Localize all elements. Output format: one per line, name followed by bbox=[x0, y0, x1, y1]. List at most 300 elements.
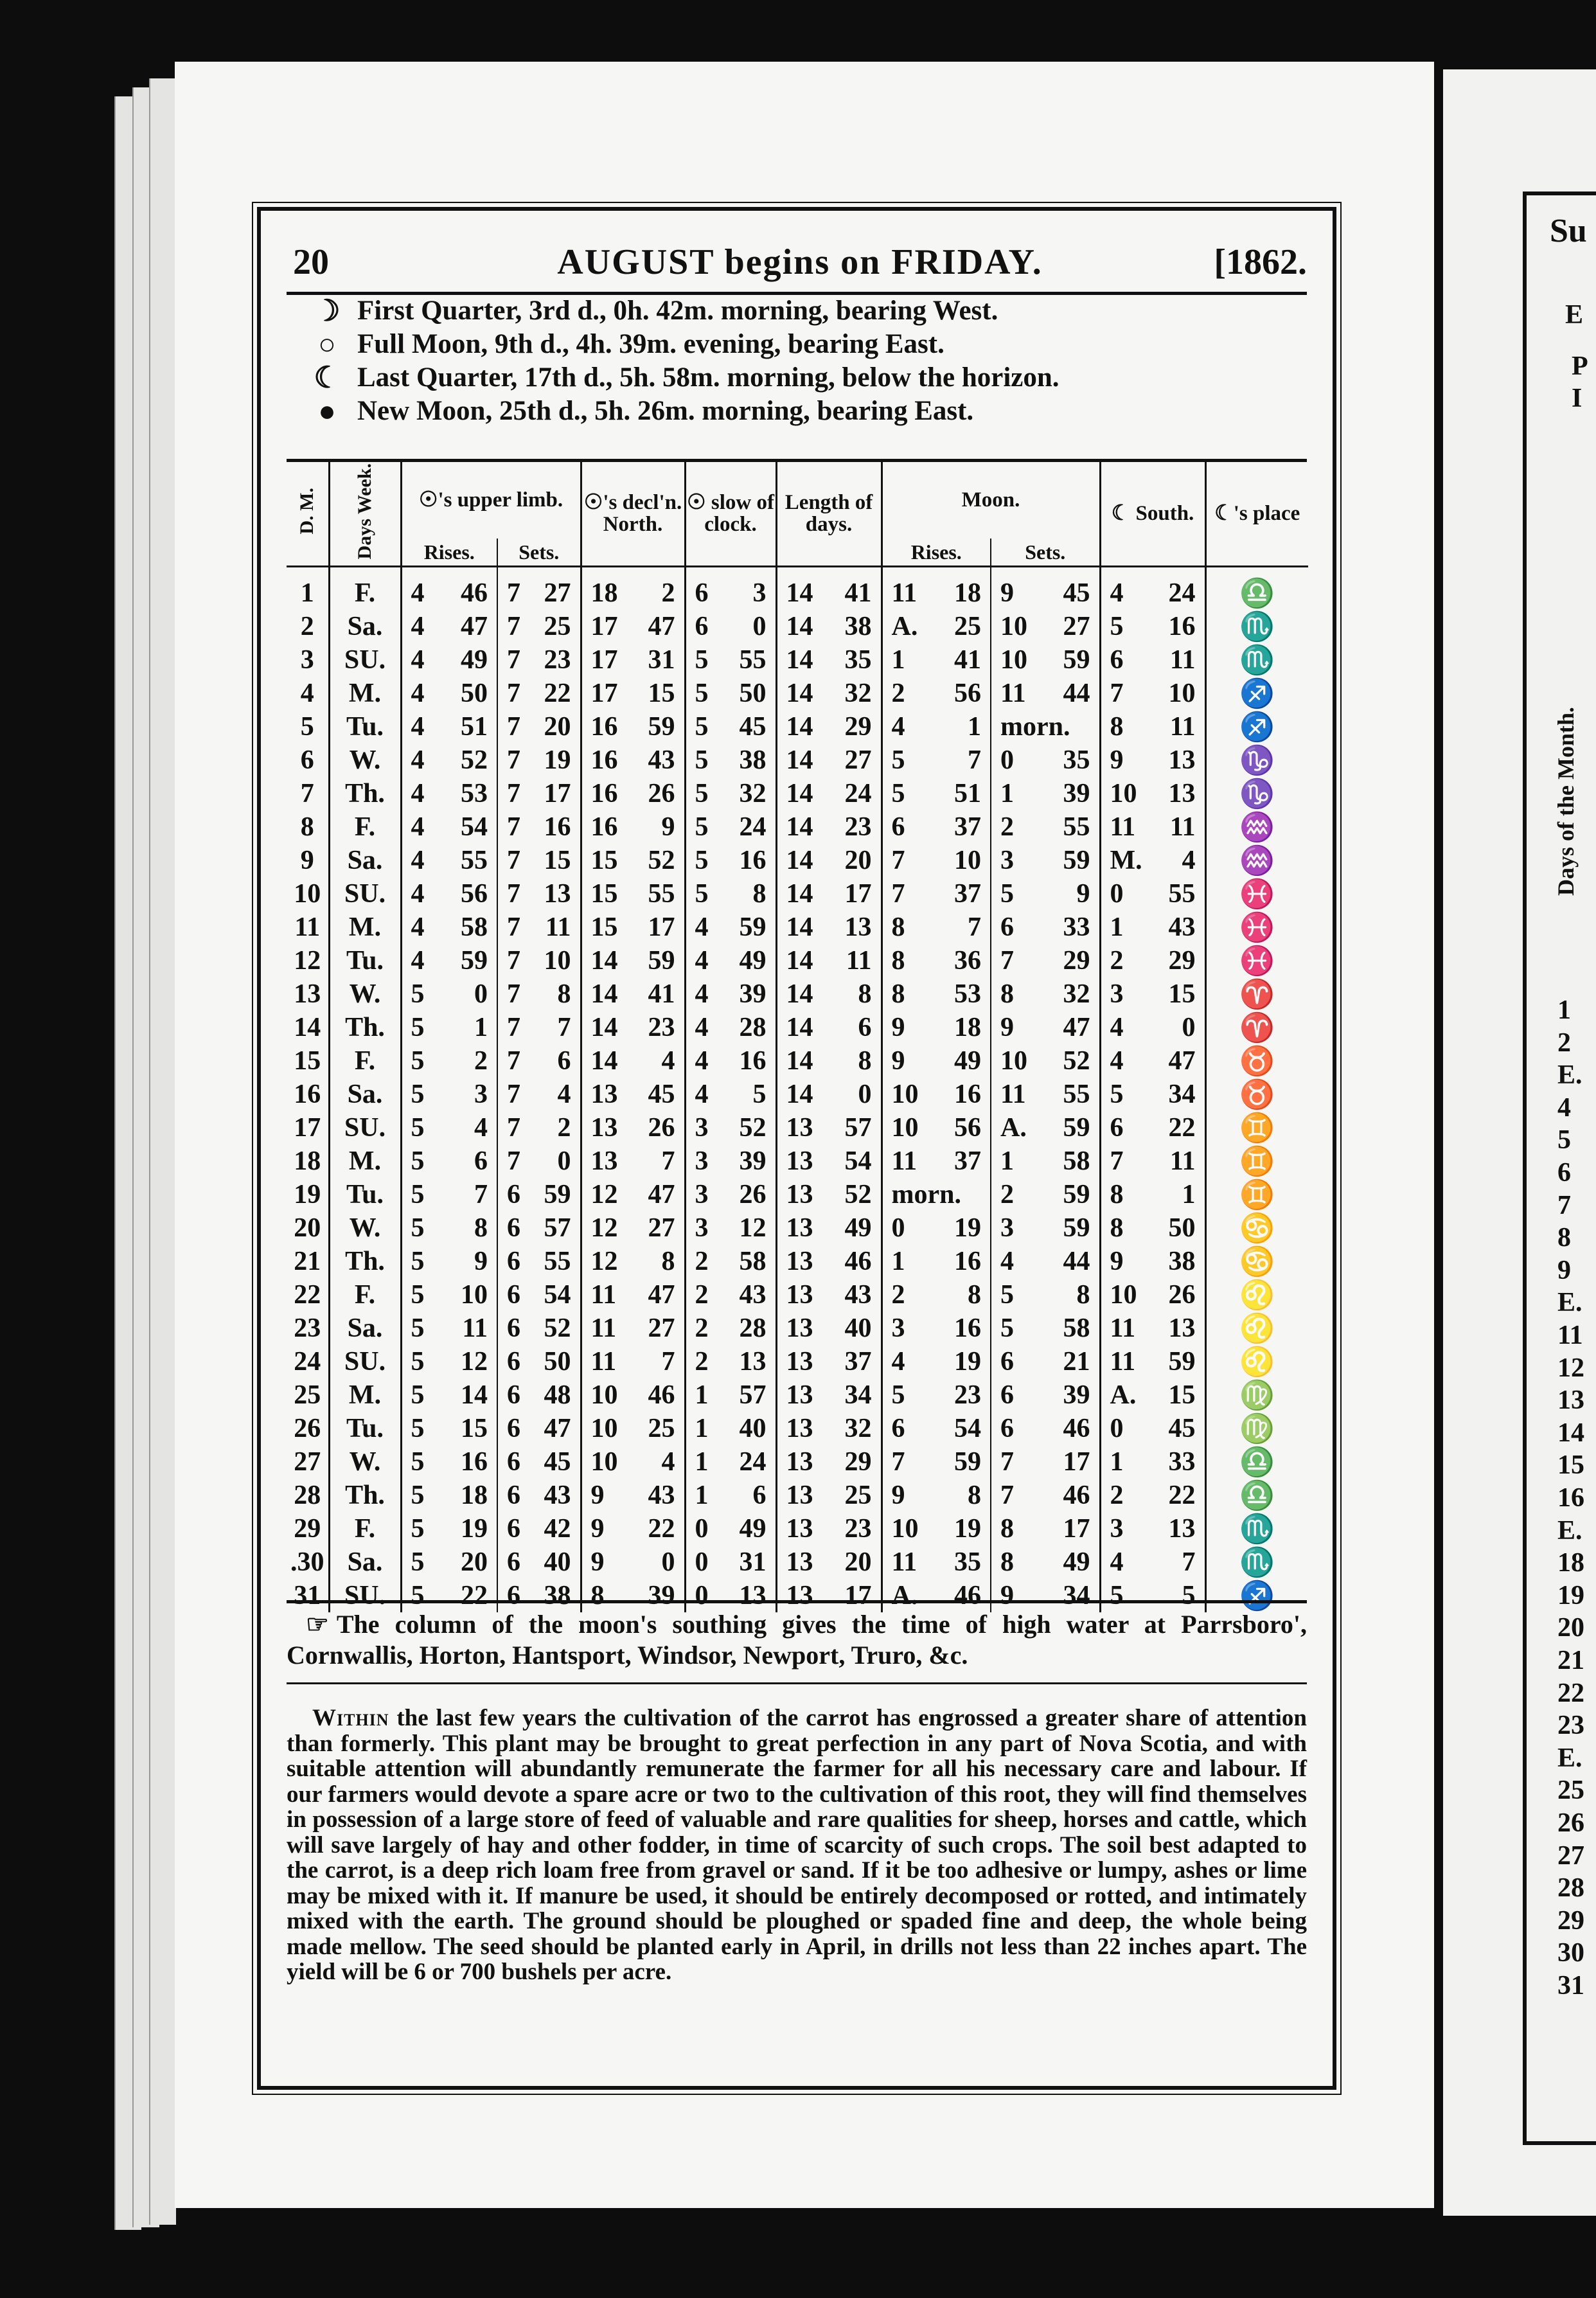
cell-moon-south: 9 38 bbox=[1100, 1245, 1205, 1278]
cell-declination: 8 39 bbox=[581, 1579, 685, 1612]
cell-sun-rises: 4 47 bbox=[401, 610, 497, 643]
cell-slow-clock: 4 16 bbox=[685, 1044, 776, 1078]
cell-day-month: .30 bbox=[290, 1547, 324, 1577]
cell-moon-place: ♊ bbox=[1205, 1111, 1308, 1145]
cell-moon-south: 2 29 bbox=[1100, 944, 1205, 977]
col-header-slow-clock: ☉ slow of clock. bbox=[685, 461, 776, 567]
table-row bbox=[287, 1078, 1308, 1111]
cell-moon-south: 5 16 bbox=[1100, 610, 1205, 643]
cell-moon-sets: 9 47 bbox=[991, 1011, 1100, 1044]
cell-moon-south: 0 55 bbox=[1100, 877, 1205, 911]
adjacent-day-number: 11 bbox=[1557, 1321, 1583, 1350]
cell-declination: 17 47 bbox=[581, 610, 685, 643]
cell-day-week: Th. bbox=[329, 777, 401, 810]
cell-slow-clock: 6 0 bbox=[685, 610, 776, 643]
cell-slow-clock: 1 24 bbox=[685, 1445, 776, 1479]
phase-first-quarter bbox=[314, 294, 1321, 328]
cell-moon-place: ♍ bbox=[1205, 1378, 1308, 1412]
adjacent-day-number: E. bbox=[1557, 1515, 1583, 1545]
adjacent-day-number: 4 bbox=[1557, 1092, 1571, 1123]
cell-sun-rises: 4 51 bbox=[401, 710, 497, 744]
cell-moon-sets: 10 52 bbox=[991, 1044, 1100, 1078]
cell-moon-sets: 7 29 bbox=[991, 944, 1100, 977]
essay-text: the last few years the cultivation of the carrot has engrossed a greater share of attention than formerly. This plant may be brought to great perfection in any part of Nova Scotia, and with suitable attention will abundantly remunerate the farmer for all his necessary care and labour. If our farmers would devote a spare acre or two to the cultivation of this root, they will find themselves in possession of a large store of feed of valuable and rare qualities for sheep, horses and cattle, which will save largely of hay and other fodder, in time of scarcity of such crops. The soil best adapted to the carrot, is a deep rich loam free from gravel or sand. If it be too adhesive or lumpy, ashes or lime may be mixed with it. If manure be used, it should be entirely decomposed or rotted, and intimately mixed with the earth. The ground should be ploughed or spaded fine and deep, the whole being made mellow. The seed should be planted early in April, in drills not less than 22 inches apart. The yield will be 6 or 700 bushels per acre. bbox=[287, 1705, 1307, 1985]
cell-declination: 17 31 bbox=[581, 643, 685, 677]
cell-length-days: 14 38 bbox=[776, 610, 882, 643]
cell-length-days: 14 13 bbox=[776, 911, 882, 944]
cell-length-days: 13 17 bbox=[776, 1579, 882, 1612]
cell-sun-rises: 5 8 bbox=[401, 1211, 497, 1245]
cell-sun-sets: 6 43 bbox=[497, 1479, 581, 1512]
adjacent-day-number: 1 bbox=[1557, 995, 1571, 1025]
cell-day-week: SU. bbox=[329, 877, 401, 911]
cell-moon-place: ♐ bbox=[1205, 677, 1308, 710]
cell-sun-rises: 4 55 bbox=[401, 844, 497, 877]
cell-declination: 16 43 bbox=[581, 744, 685, 777]
cell-day-week: W. bbox=[329, 977, 401, 1011]
adjacent-day-number: 5 bbox=[1557, 1125, 1571, 1155]
cell-sun-sets: 7 13 bbox=[497, 877, 581, 911]
cell-length-days: 13 34 bbox=[776, 1378, 882, 1412]
cell-slow-clock: 0 49 bbox=[685, 1512, 776, 1545]
adjacent-day-number: 26 bbox=[1557, 1808, 1584, 1838]
cell-sun-sets: 7 6 bbox=[497, 1044, 581, 1078]
note-text: The column of the moon's southing gives the time of high water at Parrsboro', Cornwallis, Horton, Hantsport, Windsor, Newport, Truro, &c. bbox=[287, 1610, 1307, 1670]
cell-moon-rises: 7 59 bbox=[882, 1445, 991, 1479]
cell-day-month: 4 bbox=[300, 679, 314, 708]
adjacent-day-number: 6 bbox=[1557, 1158, 1571, 1188]
cell-declination: 13 26 bbox=[581, 1111, 685, 1145]
cell-declination: 10 25 bbox=[581, 1412, 685, 1445]
cell-moon-south: 0 45 bbox=[1100, 1412, 1205, 1445]
table-row bbox=[287, 1312, 1308, 1345]
cell-moon-south: 9 13 bbox=[1100, 744, 1205, 777]
cell-moon-sets: 9 45 bbox=[991, 567, 1100, 610]
cell-moon-south: 8 50 bbox=[1100, 1211, 1205, 1245]
cell-day-month: 22 bbox=[294, 1280, 321, 1310]
cell-sun-rises: 4 58 bbox=[401, 911, 497, 944]
cell-moon-south: 7 10 bbox=[1100, 677, 1205, 710]
note-rule bbox=[287, 1682, 1307, 1684]
cell-slow-clock: 5 38 bbox=[685, 744, 776, 777]
cell-sun-sets: 7 15 bbox=[497, 844, 581, 877]
cell-moon-place: ♓ bbox=[1205, 944, 1308, 977]
col-header-moon-south: ☾ South. bbox=[1100, 461, 1205, 567]
cell-sun-rises: 5 22 bbox=[401, 1579, 497, 1612]
new-moon-icon: ● bbox=[318, 395, 336, 427]
cell-day-month: 21 bbox=[294, 1247, 321, 1276]
table-row bbox=[287, 1345, 1308, 1378]
cell-declination: 15 17 bbox=[581, 911, 685, 944]
table-row bbox=[287, 1145, 1308, 1178]
cell-moon-south: 6 22 bbox=[1100, 1111, 1205, 1145]
cell-slow-clock: 0 13 bbox=[685, 1579, 776, 1612]
moon-phases bbox=[314, 294, 1321, 428]
cell-moon-sets: 5 9 bbox=[991, 877, 1100, 911]
cell-moon-sets: 9 34 bbox=[991, 1579, 1100, 1612]
table-row bbox=[287, 1479, 1308, 1512]
cell-slow-clock: 5 55 bbox=[685, 643, 776, 677]
cell-slow-clock: 4 5 bbox=[685, 1078, 776, 1111]
adjacent-day-number: 15 bbox=[1557, 1450, 1584, 1481]
cell-moon-place: ♌ bbox=[1205, 1345, 1308, 1378]
cell-moon-south: M. 4 bbox=[1100, 844, 1205, 877]
cell-moon-place: ♎ bbox=[1205, 567, 1308, 610]
adjacent-letter: E bbox=[1565, 300, 1584, 330]
cell-day-week: F. bbox=[329, 567, 401, 610]
adjacent-day-number: 21 bbox=[1557, 1646, 1584, 1675]
cell-day-month: 15 bbox=[294, 1046, 321, 1076]
cell-sun-sets: 7 7 bbox=[497, 1011, 581, 1044]
cell-day-week: F. bbox=[329, 1278, 401, 1312]
cell-moon-rises: 6 54 bbox=[882, 1412, 991, 1445]
cell-declination: 16 9 bbox=[581, 810, 685, 844]
cell-day-month: 3 bbox=[300, 645, 314, 675]
cell-slow-clock: 5 32 bbox=[685, 777, 776, 810]
adjacent-day-number: 22 bbox=[1557, 1678, 1584, 1708]
adjacent-day-number: 19 bbox=[1557, 1580, 1584, 1610]
cell-sun-rises: 5 2 bbox=[401, 1044, 497, 1078]
cell-sun-rises: 5 18 bbox=[401, 1479, 497, 1512]
cell-day-week: Tu. bbox=[329, 944, 401, 977]
cell-day-month: 19 bbox=[294, 1180, 321, 1209]
adjacent-day-number: 2 bbox=[1557, 1028, 1571, 1058]
cell-day-month: 5 bbox=[300, 712, 314, 742]
cell-day-week: Tu. bbox=[329, 710, 401, 744]
cell-sun-sets: 7 10 bbox=[497, 944, 581, 977]
cell-moon-sets: 3 59 bbox=[991, 844, 1100, 877]
cell-day-month: 2 bbox=[300, 612, 314, 641]
ephemeris-table-wrap bbox=[287, 461, 1308, 1612]
cell-day-week: M. bbox=[329, 1378, 401, 1412]
table-row bbox=[287, 1545, 1308, 1579]
ephemeris-table bbox=[287, 461, 1308, 1612]
cell-sun-rises: 5 15 bbox=[401, 1412, 497, 1445]
cell-sun-sets: 7 4 bbox=[497, 1078, 581, 1111]
cell-declination: 10 4 bbox=[581, 1445, 685, 1479]
col-header-sun-sets: Sets. bbox=[497, 539, 581, 567]
cell-length-days: 14 27 bbox=[776, 744, 882, 777]
cell-moon-sets: 11 55 bbox=[991, 1078, 1100, 1111]
cell-moon-place: ♓ bbox=[1205, 877, 1308, 911]
cell-slow-clock: 1 57 bbox=[685, 1378, 776, 1412]
cell-moon-place: ♏ bbox=[1205, 643, 1308, 677]
cell-moon-rises: 11 37 bbox=[882, 1145, 991, 1178]
cell-day-week: F. bbox=[329, 1044, 401, 1078]
cell-day-week: M. bbox=[329, 1145, 401, 1178]
phase-full-moon bbox=[318, 328, 1321, 361]
cell-declination: 12 27 bbox=[581, 1211, 685, 1245]
cell-moon-place: ♋ bbox=[1205, 1245, 1308, 1278]
table-bottom-rule bbox=[287, 1600, 1307, 1603]
cell-day-week: M. bbox=[329, 911, 401, 944]
cell-moon-south: 1 43 bbox=[1100, 911, 1205, 944]
cell-sun-rises: 4 56 bbox=[401, 877, 497, 911]
cell-moon-sets: 7 17 bbox=[991, 1445, 1100, 1479]
cell-length-days: 14 8 bbox=[776, 977, 882, 1011]
cell-sun-rises: 5 1 bbox=[401, 1011, 497, 1044]
cell-length-days: 13 43 bbox=[776, 1278, 882, 1312]
cell-sun-sets: 6 54 bbox=[497, 1278, 581, 1312]
cell-length-days: 13 57 bbox=[776, 1111, 882, 1145]
cell-sun-sets: 6 48 bbox=[497, 1378, 581, 1412]
cell-slow-clock: 2 58 bbox=[685, 1245, 776, 1278]
cell-day-month: 11 bbox=[294, 913, 321, 942]
cell-day-week: Th. bbox=[329, 1479, 401, 1512]
essay-lead-word: Within bbox=[312, 1705, 389, 1731]
cell-slow-clock: 6 3 bbox=[685, 567, 776, 610]
cell-day-week: Tu. bbox=[329, 1178, 401, 1211]
cell-day-month: 9 bbox=[300, 846, 314, 875]
cell-moon-south: 11 11 bbox=[1100, 810, 1205, 844]
cell-declination: 9 22 bbox=[581, 1512, 685, 1545]
table-row bbox=[287, 643, 1308, 677]
full-moon-icon: ○ bbox=[318, 328, 336, 361]
cell-slow-clock: 3 52 bbox=[685, 1111, 776, 1145]
phase-text: First Quarter, 3rd d., 0h. 42m. morning, bearing West. bbox=[357, 296, 998, 326]
cell-declination: 14 41 bbox=[581, 977, 685, 1011]
cell-sun-rises: 5 16 bbox=[401, 1445, 497, 1479]
col-header-moon-rises: Rises. bbox=[882, 539, 991, 567]
phase-new-moon bbox=[318, 395, 1321, 428]
cell-length-days: 14 17 bbox=[776, 877, 882, 911]
cell-length-days: 13 46 bbox=[776, 1245, 882, 1278]
cell-length-days: 14 11 bbox=[776, 944, 882, 977]
cell-length-days: 13 25 bbox=[776, 1479, 882, 1512]
cell-sun-rises: 5 4 bbox=[401, 1111, 497, 1145]
cell-moon-place: ♈ bbox=[1205, 977, 1308, 1011]
cell-moon-sets: 0 35 bbox=[991, 744, 1100, 777]
cell-moon-place: ♎ bbox=[1205, 1479, 1308, 1512]
high-water-note bbox=[287, 1609, 1307, 1671]
cell-length-days: 13 32 bbox=[776, 1412, 882, 1445]
cell-day-month: 23 bbox=[294, 1314, 321, 1343]
adjacent-day-number: 20 bbox=[1557, 1613, 1584, 1643]
cell-slow-clock: 3 26 bbox=[685, 1178, 776, 1211]
phase-text: New Moon, 25th d., 5h. 26m. morning, bearing East. bbox=[357, 396, 974, 426]
cell-sun-sets: 6 59 bbox=[497, 1178, 581, 1211]
cell-moon-rises: 2 56 bbox=[882, 677, 991, 710]
cell-sun-sets: 7 16 bbox=[497, 810, 581, 844]
cell-moon-place: ♓ bbox=[1205, 911, 1308, 944]
cell-moon-south: 11 13 bbox=[1100, 1312, 1205, 1345]
table-row bbox=[287, 567, 1308, 610]
cell-moon-place: ♋ bbox=[1205, 1211, 1308, 1245]
cell-moon-rises: 8 36 bbox=[882, 944, 991, 977]
cell-day-month: 28 bbox=[294, 1481, 321, 1510]
cell-sun-sets: 6 52 bbox=[497, 1312, 581, 1345]
cell-moon-place: ♐ bbox=[1205, 1579, 1308, 1612]
table-row bbox=[287, 1378, 1308, 1412]
cell-sun-rises: 4 50 bbox=[401, 677, 497, 710]
cell-day-month: 8 bbox=[300, 812, 314, 842]
cell-sun-rises: 5 12 bbox=[401, 1345, 497, 1378]
cell-day-month: 10 bbox=[294, 879, 321, 909]
table-row bbox=[287, 744, 1308, 777]
cell-declination: 15 55 bbox=[581, 877, 685, 911]
cell-moon-place: ♑ bbox=[1205, 744, 1308, 777]
adjacent-day-number: E. bbox=[1557, 1743, 1583, 1773]
cell-day-month: 31 bbox=[294, 1581, 321, 1610]
cell-length-days: 14 23 bbox=[776, 810, 882, 844]
cell-day-month: 16 bbox=[294, 1080, 321, 1109]
cell-moon-place: ♊ bbox=[1205, 1145, 1308, 1178]
cell-declination: 17 15 bbox=[581, 677, 685, 710]
cell-moon-south: 8 11 bbox=[1100, 710, 1205, 744]
cell-moon-rises: A. 46 bbox=[882, 1579, 991, 1612]
cell-moon-rises: 8 53 bbox=[882, 977, 991, 1011]
cell-length-days: 13 29 bbox=[776, 1445, 882, 1479]
cell-sun-sets: 6 40 bbox=[497, 1545, 581, 1579]
cell-moon-rises: 2 8 bbox=[882, 1278, 991, 1312]
adjacent-header: Su bbox=[1550, 213, 1587, 249]
adjacent-day-number: 28 bbox=[1557, 1873, 1584, 1903]
cell-declination: 10 46 bbox=[581, 1378, 685, 1412]
cell-length-days: 13 40 bbox=[776, 1312, 882, 1345]
cell-moon-rises: 7 10 bbox=[882, 844, 991, 877]
cell-declination: 14 59 bbox=[581, 944, 685, 977]
table-row bbox=[287, 1211, 1308, 1245]
cell-moon-rises: 4 1 bbox=[882, 710, 991, 744]
cell-sun-rises: 5 14 bbox=[401, 1378, 497, 1412]
cell-slow-clock: 4 49 bbox=[685, 944, 776, 977]
adjacent-day-number: 31 bbox=[1557, 1971, 1584, 2000]
cell-declination: 12 47 bbox=[581, 1178, 685, 1211]
cell-moon-sets: 2 55 bbox=[991, 810, 1100, 844]
cell-moon-rises: 9 8 bbox=[882, 1479, 991, 1512]
cell-sun-sets: 6 45 bbox=[497, 1445, 581, 1479]
cell-day-month: 14 bbox=[294, 1013, 321, 1042]
cell-moon-south: 7 11 bbox=[1100, 1145, 1205, 1178]
cell-length-days: 14 24 bbox=[776, 777, 882, 810]
cell-sun-sets: 7 11 bbox=[497, 911, 581, 944]
cell-day-month: 6 bbox=[300, 745, 314, 775]
cell-length-days: 13 23 bbox=[776, 1512, 882, 1545]
cell-slow-clock: 4 59 bbox=[685, 911, 776, 944]
table-row bbox=[287, 944, 1308, 977]
cell-slow-clock: 4 28 bbox=[685, 1011, 776, 1044]
cell-day-week: Sa. bbox=[329, 1545, 401, 1579]
adjacent-day-number: 13 bbox=[1557, 1385, 1584, 1416]
cell-declination: 13 45 bbox=[581, 1078, 685, 1111]
adjacent-letter: I bbox=[1572, 384, 1583, 413]
table-row bbox=[287, 677, 1308, 710]
cell-moon-south: 8 1 bbox=[1100, 1178, 1205, 1211]
table-row bbox=[287, 1412, 1308, 1445]
cell-sun-rises: 4 52 bbox=[401, 744, 497, 777]
carrot-essay bbox=[287, 1706, 1307, 1985]
cell-sun-sets: 6 57 bbox=[497, 1211, 581, 1245]
cell-moon-sets: 1 39 bbox=[991, 777, 1100, 810]
cell-day-week: Th. bbox=[329, 1245, 401, 1278]
cell-length-days: 14 20 bbox=[776, 844, 882, 877]
cell-moon-south: 11 59 bbox=[1100, 1345, 1205, 1378]
cell-declination: 14 23 bbox=[581, 1011, 685, 1044]
cell-sun-rises: 4 53 bbox=[401, 777, 497, 810]
col-header-day-month: D. M. bbox=[287, 461, 329, 567]
cell-day-month: 27 bbox=[294, 1447, 321, 1477]
cell-sun-sets: 6 50 bbox=[497, 1345, 581, 1378]
adjacent-day-number: 30 bbox=[1557, 1938, 1584, 1968]
cell-moon-rises: 6 37 bbox=[882, 810, 991, 844]
cell-declination: 13 7 bbox=[581, 1145, 685, 1178]
page-frame bbox=[257, 207, 1336, 2090]
page-number: 20 bbox=[293, 242, 329, 282]
cell-moon-place: ♌ bbox=[1205, 1278, 1308, 1312]
col-header-length-days: Length of days. bbox=[776, 461, 882, 567]
cell-moon-place: ♈ bbox=[1205, 1011, 1308, 1044]
col-header-day-week: Days Week. bbox=[329, 461, 401, 567]
cell-day-month: 7 bbox=[300, 779, 314, 808]
cell-moon-sets: 6 39 bbox=[991, 1378, 1100, 1412]
cell-day-month: 25 bbox=[294, 1380, 321, 1410]
cell-day-month: 13 bbox=[294, 979, 321, 1009]
phase-text: Full Moon, 9th d., 4h. 39m. evening, bearing East. bbox=[357, 329, 944, 359]
cell-slow-clock: 5 45 bbox=[685, 710, 776, 744]
cell-day-week: Sa. bbox=[329, 1312, 401, 1345]
cell-day-month: 17 bbox=[294, 1113, 321, 1143]
cell-sun-sets: 7 8 bbox=[497, 977, 581, 1011]
cell-length-days: 14 29 bbox=[776, 710, 882, 744]
col-header-moon-place: ☾'s place bbox=[1205, 461, 1308, 567]
cell-day-week: Sa. bbox=[329, 1078, 401, 1111]
cell-moon-sets: 8 32 bbox=[991, 977, 1100, 1011]
cell-day-month: 20 bbox=[294, 1213, 321, 1243]
cell-day-week: W. bbox=[329, 1211, 401, 1245]
cell-length-days: 14 6 bbox=[776, 1011, 882, 1044]
cell-moon-rises: 7 37 bbox=[882, 877, 991, 911]
cell-moon-rises: 1 41 bbox=[882, 643, 991, 677]
cell-declination: 11 27 bbox=[581, 1312, 685, 1345]
cell-moon-rises: 9 49 bbox=[882, 1044, 991, 1078]
cell-slow-clock: 0 31 bbox=[685, 1545, 776, 1579]
cell-slow-clock: 4 39 bbox=[685, 977, 776, 1011]
cell-slow-clock: 3 39 bbox=[685, 1145, 776, 1178]
adjacent-day-number: 25 bbox=[1557, 1776, 1584, 1806]
cell-moon-rises: 11 18 bbox=[882, 567, 991, 610]
cell-moon-sets: 7 46 bbox=[991, 1479, 1100, 1512]
cell-moon-sets: 6 46 bbox=[991, 1412, 1100, 1445]
cell-declination: 9 43 bbox=[581, 1479, 685, 1512]
cell-moon-place: ♍ bbox=[1205, 1412, 1308, 1445]
table-row bbox=[287, 911, 1308, 944]
cell-moon-south: 2 22 bbox=[1100, 1479, 1205, 1512]
cell-moon-south: 4 7 bbox=[1100, 1545, 1205, 1579]
page-edge-3 bbox=[149, 78, 176, 2225]
table-row bbox=[287, 1178, 1308, 1211]
cell-day-week: W. bbox=[329, 744, 401, 777]
cell-moon-place: ♏ bbox=[1205, 610, 1308, 643]
cell-sun-sets: 7 17 bbox=[497, 777, 581, 810]
phase-text: Last Quarter, 17th d., 5h. 58m. morning, below the horizon. bbox=[357, 362, 1060, 393]
cell-moon-place: ♒ bbox=[1205, 844, 1308, 877]
table-row bbox=[287, 1245, 1308, 1278]
cell-length-days: 14 32 bbox=[776, 677, 882, 710]
page-title: AUGUST begins on FRIDAY. bbox=[557, 242, 1043, 282]
pointing-hand-icon: ☞ bbox=[306, 1610, 329, 1639]
cell-moon-south: 3 15 bbox=[1100, 977, 1205, 1011]
cell-declination: 11 47 bbox=[581, 1278, 685, 1312]
cell-moon-rises: 10 19 bbox=[882, 1512, 991, 1545]
cell-moon-sets: A. 59 bbox=[991, 1111, 1100, 1145]
cell-moon-rises: 8 7 bbox=[882, 911, 991, 944]
cell-day-week: SU. bbox=[329, 1345, 401, 1378]
cell-moon-place: ♎ bbox=[1205, 1445, 1308, 1479]
table-row bbox=[287, 710, 1308, 744]
cell-moon-south: 4 47 bbox=[1100, 1044, 1205, 1078]
cell-moon-place: ♏ bbox=[1205, 1545, 1308, 1579]
table-row bbox=[287, 1512, 1308, 1545]
